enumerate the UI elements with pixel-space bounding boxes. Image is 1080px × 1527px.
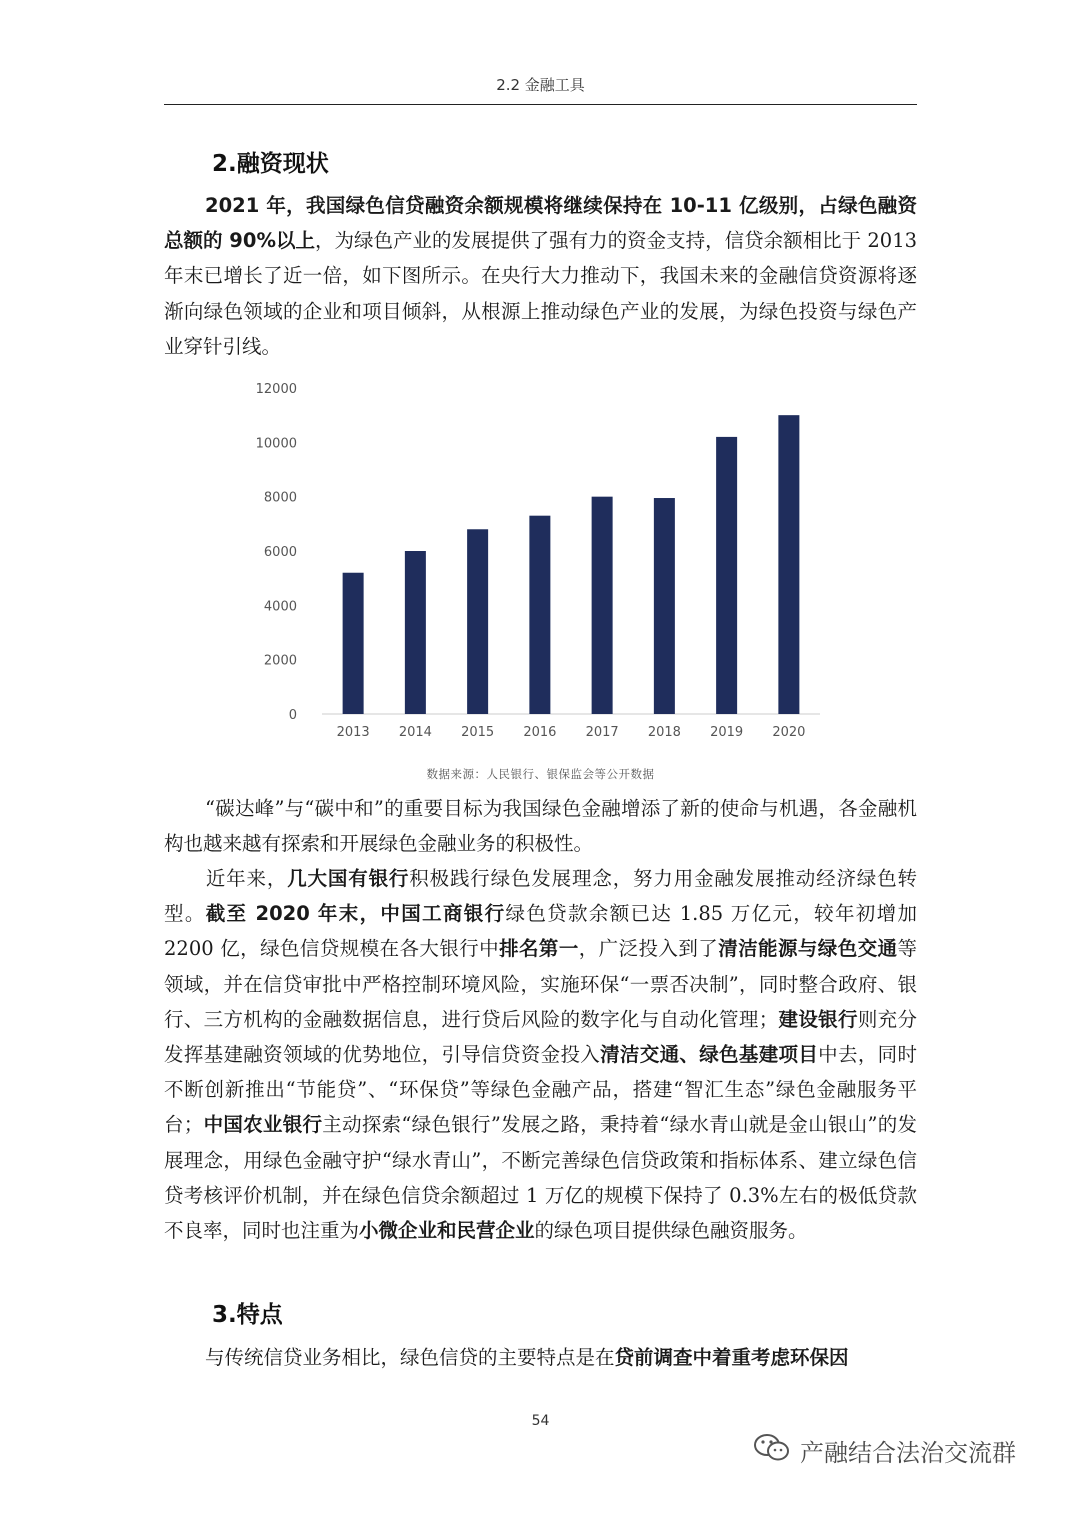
- page-number: 54: [531, 1413, 550, 1429]
- bold-text-run: 贷前调查中着重考虑环保因: [614, 1346, 849, 1369]
- y-tick-label: 2000: [263, 653, 297, 669]
- y-tick-label: 12000: [255, 382, 297, 397]
- bold-text-run: 清洁交通、绿色基建项目: [600, 1043, 819, 1067]
- bar-2017: [592, 497, 613, 714]
- x-tick-label: 2018: [647, 725, 681, 740]
- header-divider: [164, 104, 917, 105]
- x-tick-label: 2015: [461, 725, 495, 740]
- wechat-icon: [752, 1431, 792, 1469]
- y-tick-label: 0: [288, 708, 297, 723]
- y-tick-label: 6000: [263, 545, 297, 560]
- bar-2020: [778, 415, 799, 714]
- y-tick-label: 4000: [263, 599, 297, 615]
- text-run: 积极践行绿色发展理念，努力用金融发展推动经济绿色转型。: [164, 867, 917, 926]
- y-tick-label: 8000: [263, 490, 297, 506]
- bold-text-run: 几大国有银行: [287, 867, 410, 890]
- text-run: 主动探索“绿色银行”发展之路，秉持着“绿水青山就是金山银山”的发展理念，用绿色金融守护“绿水青山”，不断完善绿色信贷政策和指标体系、建立绿色信贷考核评价机制，并在绿色信贷余额超过 1 万亿的规模下保持了 0.3%左右的极低贷款不良率，同时也注重为: [164, 1113, 917, 1243]
- x-tick-label: 2017: [585, 725, 619, 740]
- x-tick-label: 2014: [398, 725, 432, 740]
- watermark: [752, 1430, 1052, 1470]
- chart-source-caption: 数据来源：人民银行、银保监会等公开数据: [426, 767, 655, 781]
- section-heading-features: 3.特点: [212, 1302, 283, 1328]
- section-heading-financing-status: 2.融资现状: [212, 151, 329, 177]
- text-run: “碳达峰”与“碳中和”的重要目标为我国绿色金融增添了新的使命与机遇，各金融机构也越来越有探索和开展绿色金融业务的积极性。: [164, 797, 917, 856]
- text-run: 则充分发挥基建融资领域的优势地位，引导信贷资金投入: [164, 1007, 917, 1067]
- bar-2018: [654, 498, 675, 714]
- bold-text-run: 排名第一: [499, 937, 579, 961]
- text-run: 绿色贷款余额已达 1.85 万亿元，较年初增加 2200 亿，绿色信贷规模在各大银行中: [164, 902, 917, 961]
- bar-2015: [467, 529, 488, 714]
- bold-text-run: 中国农业银行: [203, 1113, 323, 1137]
- running-header: 2.2 金融工具: [496, 76, 585, 94]
- paragraph-financing-overview: [164, 188, 917, 364]
- bar-2013: [343, 573, 364, 714]
- paragraph-carbon-goals: [164, 791, 917, 861]
- text-run: 与传统信贷业务相比，绿色信贷的主要特点是在: [205, 1346, 615, 1369]
- bar-2016: [529, 516, 550, 714]
- green-credit-bar-chart: [240, 372, 840, 752]
- text-run: ，广泛投入到了: [578, 937, 719, 961]
- paragraph-state-banks: [164, 861, 917, 1248]
- bold-text-run: 2021 年，我国绿色信贷融资余额规模将继续保持在 10-11 亿级别，占绿色融资总额的 90%以上: [164, 194, 917, 253]
- bold-text-run: 截至 2020 年末，中国工商银行: [205, 902, 506, 926]
- x-tick-label: 2013: [336, 725, 370, 740]
- x-tick-label: 2019: [710, 725, 744, 740]
- text-run: 的绿色项目提供绿色融资服务。: [534, 1219, 808, 1243]
- x-tick-label: 2020: [772, 725, 806, 740]
- bar-2014: [405, 551, 426, 714]
- bar-2019: [716, 437, 737, 714]
- paragraph-features: [164, 1340, 917, 1375]
- y-tick-label: 10000: [255, 436, 297, 452]
- bold-text-run: 小微企业和民营企业: [359, 1219, 535, 1243]
- watermark-text: 产融结合法治交流群: [800, 1438, 1016, 1467]
- x-tick-label: 2016: [523, 725, 557, 740]
- bold-text-run: 清洁能源与绿色交通: [718, 937, 898, 961]
- text-run: 中去，同时不断创新推出“节能贷”、“环保贷”等绿色金融产品，搭建“智汇生态”绿色金融服务平台；: [164, 1043, 917, 1137]
- text-run: 等领域，并在信贷审批中严格控制环境风险，实施环保“一票否决制”，同时整合政府、银行、三方机构的金融数据信息，进行贷后风险的数字化与自动化管理；: [164, 937, 917, 1031]
- bold-text-run: 建设银行: [778, 1007, 858, 1031]
- text-run: ，为绿色产业的发展提供了强有力的资金支持，信贷余额相比于 2013 年末已增长了近一倍，如下图所示。在央行大力推动下，我国未来的金融信贷资源将逐渐向绿色领域的企业和项目倾斜，从根源上推动绿色产业的发展，为绿色投资与绿色产业穿针引线。: [164, 229, 918, 358]
- text-run: 近年来，: [205, 867, 288, 890]
